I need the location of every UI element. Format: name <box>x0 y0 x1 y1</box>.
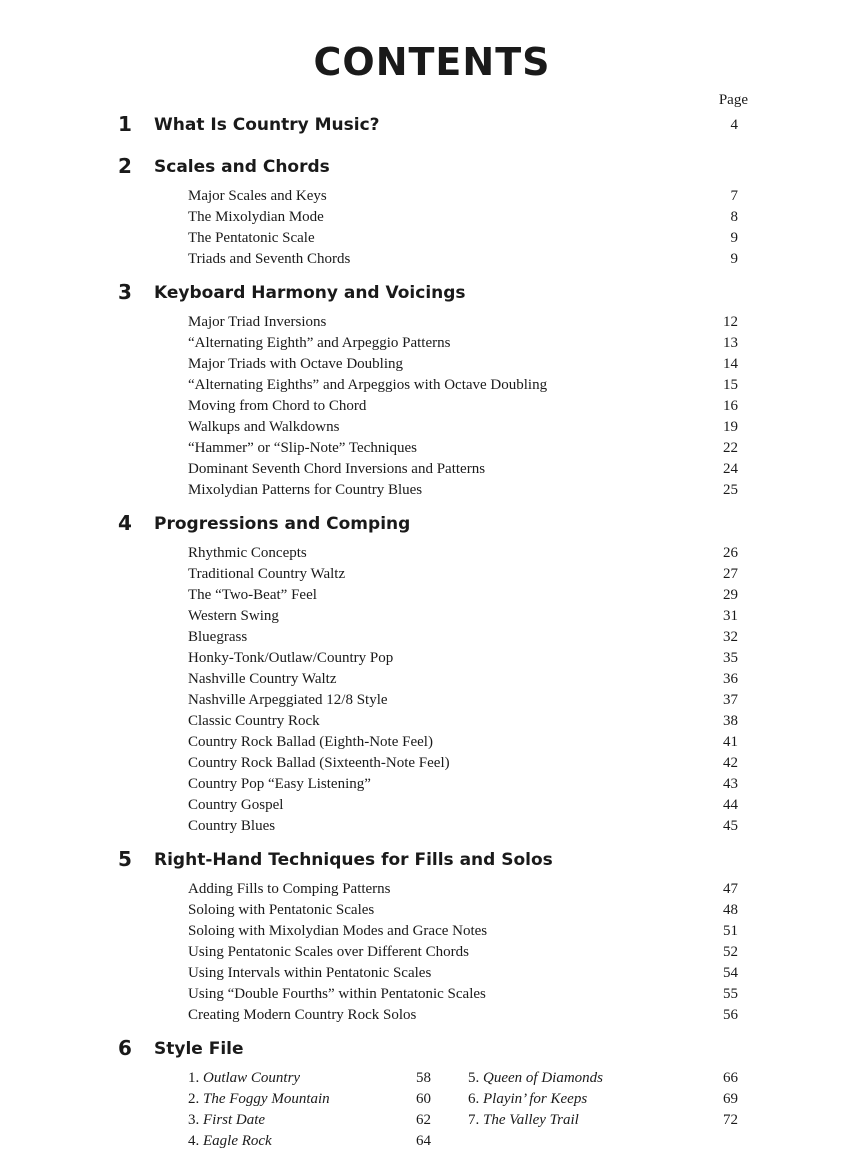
toc-entry-title: Mixolydian Patterns for Country Blues <box>188 482 423 498</box>
style-item-name: Queen of Diamonds <box>483 1070 603 1086</box>
toc-entry-page: 47 <box>723 881 738 897</box>
toc-entry <box>0 333 864 354</box>
style-item-page: 69 <box>723 1091 738 1107</box>
toc-entry-title: Traditional Country Waltz <box>188 566 346 582</box>
toc-entry-page: 45 <box>723 818 738 834</box>
toc-entry <box>0 816 864 837</box>
toc-entry-page: 48 <box>723 902 738 918</box>
table-of-contents <box>0 112 864 1158</box>
toc-entry-title: Nashville Country Waltz <box>188 671 337 687</box>
chapter-number: 4 <box>118 511 132 535</box>
toc-entry-page: 24 <box>723 461 738 477</box>
toc-entry-title: Western Swing <box>188 608 279 624</box>
style-item-name: Playin’ for Keeps <box>483 1091 588 1107</box>
toc-entry <box>0 396 864 417</box>
toc-entry <box>0 921 864 942</box>
toc-entry <box>0 753 864 774</box>
toc-entry-page: 52 <box>723 944 738 960</box>
style-file-item <box>468 1089 738 1110</box>
toc-entry-page: 14 <box>723 356 738 372</box>
toc-entry-page: 12 <box>723 314 738 330</box>
toc-entry <box>0 480 864 501</box>
toc-entry <box>0 963 864 984</box>
toc-entry <box>0 249 864 270</box>
chapter-title: Progressions and Comping <box>154 514 411 534</box>
chapter-number: 6 <box>118 1036 132 1060</box>
chapter-title: Keyboard Harmony and Voicings <box>154 283 466 303</box>
style-file-item <box>468 1110 738 1131</box>
toc-entry-page: 9 <box>730 230 738 246</box>
style-item-page: 72 <box>723 1112 738 1128</box>
toc-entry <box>0 186 864 207</box>
style-item-page: 58 <box>416 1070 431 1086</box>
style-item-page: 66 <box>723 1070 738 1086</box>
chapter-5 <box>0 847 864 1026</box>
toc-entry-title: Dominant Seventh Chord Inversions and Patterns <box>188 461 486 477</box>
chapter-3 <box>0 280 864 501</box>
toc-entry-title: Country Rock Ballad (Sixteenth-Note Feel) <box>188 755 450 771</box>
toc-entry <box>0 585 864 606</box>
chapter-entries <box>0 879 864 1026</box>
toc-entry-page: 42 <box>723 755 738 771</box>
style-file-item <box>188 1131 431 1152</box>
toc-entry-title: The Pentatonic Scale <box>188 230 315 246</box>
style-item-name: Eagle Rock <box>203 1133 272 1149</box>
style-item-page: 64 <box>416 1133 431 1149</box>
style-item-page: 60 <box>416 1091 431 1107</box>
toc-entry <box>0 942 864 963</box>
toc-entry-page: 15 <box>723 377 738 393</box>
toc-entry-title: Country Rock Ballad (Eighth-Note Feel) <box>188 734 433 750</box>
toc-entry-title: Major Scales and Keys <box>188 188 327 204</box>
chapter-title: Style File <box>154 1039 244 1059</box>
chapter-heading <box>0 511 864 543</box>
chapter-number: 2 <box>118 154 132 178</box>
toc-entry-title: Nashville Arpeggiated 12/8 Style <box>188 692 388 708</box>
toc-entry <box>0 669 864 690</box>
toc-entry-page: 43 <box>723 776 738 792</box>
toc-entry <box>0 1005 864 1026</box>
toc-entry-title: “Alternating Eighth” and Arpeggio Patterns <box>188 335 451 351</box>
toc-entry <box>0 795 864 816</box>
toc-entry-title: Creating Modern Country Rock Solos <box>188 1007 417 1023</box>
chapter-entries <box>0 186 864 270</box>
style-item-name: Outlaw Country <box>203 1070 301 1086</box>
toc-entry-page: 54 <box>723 965 738 981</box>
toc-entry-page: 32 <box>723 629 738 645</box>
chapter-page-number: 4 <box>730 117 738 133</box>
toc-entry <box>0 354 864 375</box>
toc-entry-title: “Hammer” or “Slip-Note” Techniques <box>188 440 418 456</box>
style-item-number: 1. <box>188 1070 200 1086</box>
page-column-label: Page <box>718 92 748 108</box>
toc-entry <box>0 438 864 459</box>
toc-entry <box>0 207 864 228</box>
toc-entry-page: 56 <box>723 1007 738 1023</box>
toc-entry <box>0 417 864 438</box>
toc-entry-title: Country Blues <box>188 818 276 834</box>
toc-entry <box>0 543 864 564</box>
chapter-number: 1 <box>118 112 132 136</box>
toc-entry <box>0 774 864 795</box>
style-item-number: 7. <box>468 1112 480 1128</box>
toc-entry-page: 13 <box>723 335 738 351</box>
toc-entry-page: 8 <box>730 209 738 225</box>
style-item-name: The Valley Trail <box>483 1112 579 1128</box>
toc-entry-page: 27 <box>723 566 738 582</box>
toc-entry <box>0 564 864 585</box>
toc-entry <box>0 732 864 753</box>
toc-entry-title: Major Triads with Octave Doubling <box>188 356 403 372</box>
toc-entry-title: Classic Country Rock <box>188 713 320 729</box>
chapter-heading <box>0 1036 864 1068</box>
toc-entry-page: 9 <box>730 251 738 267</box>
chapter-heading <box>0 847 864 879</box>
toc-entry-title: Soloing with Mixolydian Modes and Grace Notes <box>188 923 488 939</box>
toc-entry-title: Using “Double Fourths” within Pentatonic Scales <box>188 986 486 1002</box>
style-item-page: 62 <box>416 1112 431 1128</box>
toc-entry <box>0 879 864 900</box>
style-item-number: 5. <box>468 1070 480 1086</box>
toc-entry-title: Triads and Seventh Chords <box>188 251 351 267</box>
toc-entry-page: 55 <box>723 986 738 1002</box>
toc-entry-page: 22 <box>723 440 738 456</box>
style-item-number: 4. <box>188 1133 200 1149</box>
chapter-4 <box>0 511 864 837</box>
chapter-number: 5 <box>118 847 132 871</box>
chapter-number: 3 <box>118 280 132 304</box>
chapter-entries <box>0 312 864 501</box>
toc-entry-title: Using Intervals within Pentatonic Scales <box>188 965 432 981</box>
toc-entry-page: 37 <box>723 692 738 708</box>
toc-entry-title: Using Pentatonic Scales over Different Chords <box>188 944 469 960</box>
toc-entry-page: 19 <box>723 419 738 435</box>
chapter-2 <box>0 154 864 270</box>
toc-entry <box>0 690 864 711</box>
toc-entry-page: 16 <box>723 398 738 414</box>
toc-entry-title: The Mixolydian Mode <box>188 209 324 225</box>
toc-entry-page: 44 <box>723 797 738 813</box>
chapter-heading <box>0 154 864 186</box>
style-file-list <box>0 1068 864 1158</box>
toc-entry-page: 29 <box>723 587 738 603</box>
page-title: CONTENTS <box>313 40 551 84</box>
chapter-entries <box>0 543 864 837</box>
chapter-title: What Is Country Music? <box>154 115 380 135</box>
toc-entry-page: 51 <box>723 923 738 939</box>
style-file-item <box>188 1068 431 1089</box>
style-item-number: 2. <box>188 1091 200 1107</box>
toc-entry-title: “Alternating Eighths” and Arpeggios with Octave Doubling <box>188 377 548 393</box>
style-item-number: 6. <box>468 1091 480 1107</box>
toc-entry-page: 35 <box>723 650 738 666</box>
style-file-item <box>188 1089 431 1110</box>
style-item-name: First Date <box>203 1112 266 1128</box>
style-item-name: The Foggy Mountain <box>203 1091 330 1107</box>
chapter-heading <box>0 280 864 312</box>
toc-entry-page: 25 <box>723 482 738 498</box>
toc-entry-page: 7 <box>730 188 738 204</box>
style-file-item <box>188 1110 431 1131</box>
toc-entry-title: Adding Fills to Comping Patterns <box>188 881 391 897</box>
chapter-6 <box>0 1036 864 1158</box>
toc-entry-page: 31 <box>723 608 738 624</box>
toc-entry-title: Walkups and Walkdowns <box>188 419 340 435</box>
toc-entry <box>0 984 864 1005</box>
toc-entry <box>0 312 864 333</box>
toc-entry-title: Bluegrass <box>188 629 248 645</box>
toc-entry <box>0 648 864 669</box>
toc-entry-title: Moving from Chord to Chord <box>188 398 367 414</box>
toc-entry-title: Soloing with Pentatonic Scales <box>188 902 375 918</box>
toc-entry-page: 26 <box>723 545 738 561</box>
toc-entry-page: 41 <box>723 734 738 750</box>
toc-entry-title: The “Two-Beat” Feel <box>188 587 317 603</box>
chapter-title: Scales and Chords <box>154 157 330 177</box>
toc-entry-title: Country Pop “Easy Listening” <box>188 776 371 792</box>
toc-entry-title: Rhythmic Concepts <box>188 545 307 561</box>
toc-entry <box>0 606 864 627</box>
chapter-title: Right-Hand Techniques for Fills and Solos <box>154 850 553 870</box>
toc-entry-page: 38 <box>723 713 738 729</box>
toc-entry-title: Country Gospel <box>188 797 284 813</box>
toc-entry-title: Major Triad Inversions <box>188 314 327 330</box>
toc-entry <box>0 900 864 921</box>
toc-entry-page: 36 <box>723 671 738 687</box>
toc-entry-title: Honky-Tonk/Outlaw/Country Pop <box>188 650 394 666</box>
toc-entry <box>0 459 864 480</box>
chapter-heading <box>0 112 864 144</box>
style-file-item <box>468 1068 738 1089</box>
toc-entry <box>0 711 864 732</box>
toc-entry <box>0 228 864 249</box>
toc-entry <box>0 627 864 648</box>
chapter-1 <box>0 112 864 144</box>
toc-entry <box>0 375 864 396</box>
style-item-number: 3. <box>188 1112 200 1128</box>
